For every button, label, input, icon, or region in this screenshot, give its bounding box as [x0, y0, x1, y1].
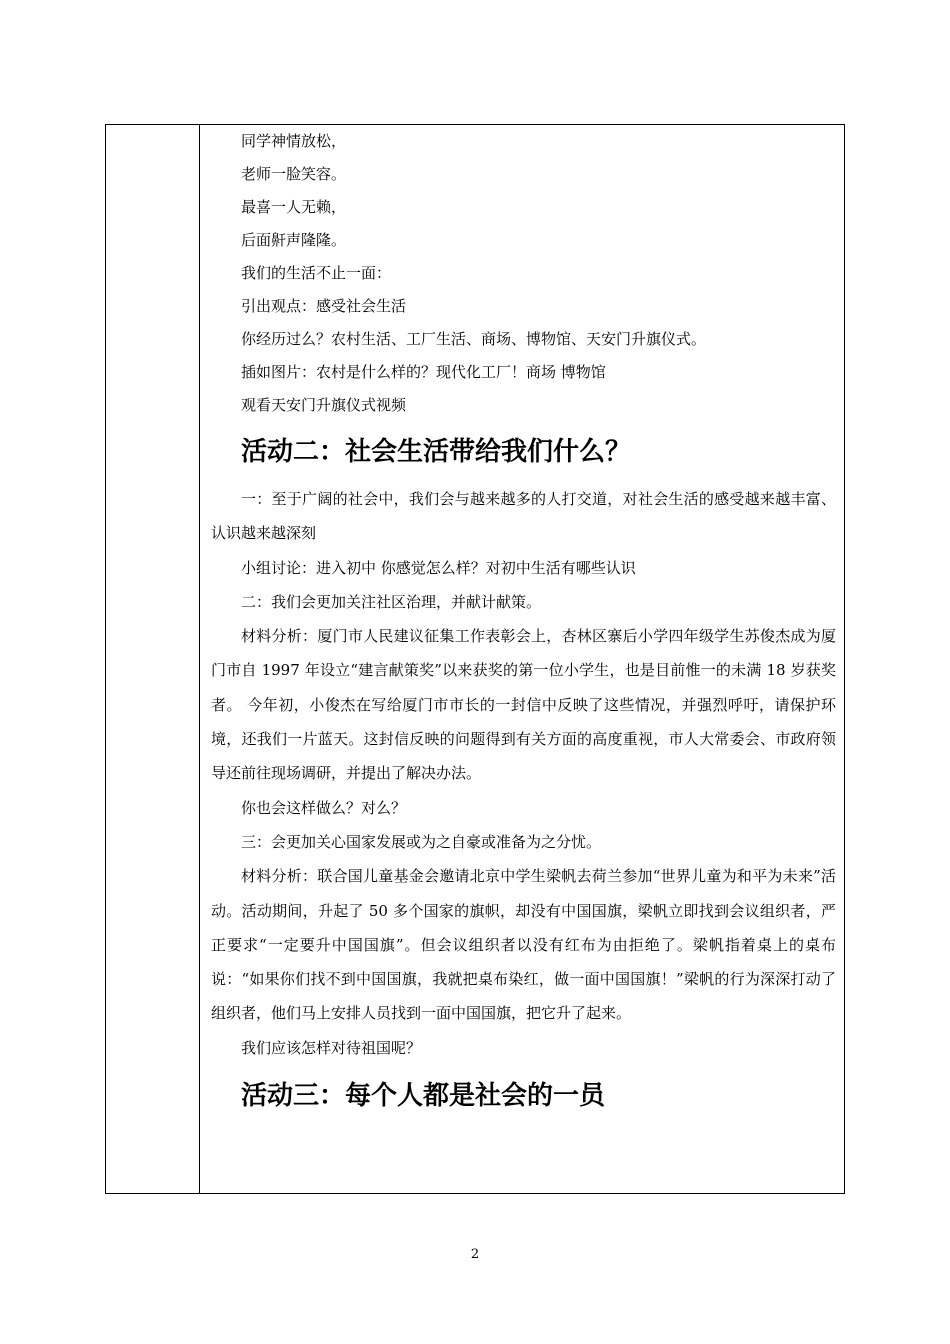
table-content-cell	[211, 125, 836, 1127]
text-line: 插如图片：农村是什么样的？现代化工厂！商场 博物馆	[241, 363, 606, 381]
point-3: 三：会更加关心国家发展或为之自豪或准备为之分忧。	[241, 832, 602, 851]
text-line: 后面鼾声隆隆。	[241, 231, 347, 249]
question-2: 我们应该怎样对待祖国呢？	[241, 1038, 422, 1057]
material-analysis-1: 材料分析：厦门市人民建议征集工作表彰会上，杏林区寨后小学四年级学生苏俊杰成为厦门市自 1997 年设立“建言献策奖”以来获奖的第一位小学生，也是目前惟一的未满 18 岁获奖者。 今年初，小俊杰在写给厦门市市长的一封信中反映了这些情况，并强烈呼吁，请保护环境，还我们一片蓝天。这封信反映的问题得到有关方面的高度重视，市人大常委会、市政府领导还前往现场调研，并提出了解决办法。	[211, 627, 836, 783]
text-line: 引出观点：感受社会生活	[241, 297, 407, 315]
text-line: 观看天安门升旗仪式视频	[241, 396, 407, 414]
lesson-table	[105, 124, 845, 1194]
point-1: 一：至于广阔的社会中，我们会与越来越多的人打交道，对社会生活的感受越来越丰富、认识越来越深刻	[211, 490, 836, 543]
text-line: 我们的生活不止一面：	[241, 264, 392, 282]
discussion-prompt: 小组讨论：进入初中 你感觉怎么样？对初中生活有哪些认识	[241, 558, 636, 577]
text-line: 最喜一人无赖，	[241, 198, 347, 216]
text-line: 你经历过么？农村生活、工厂生活、商场、博物馆、天安门升旗仪式。	[241, 330, 707, 348]
table-left-column	[106, 125, 200, 1193]
material-analysis-2: 材料分析：联合国儿童基金会邀请北京中学生梁帆去荷兰参加“世界儿童为和平为未来”活动。活动期间，升起了 50 多个国家的旗帜，却没有中国国旗，梁帆立即找到会议组织者，严正要求“一定要升中国国旗”。但会议组织者以没有红布为由拒绝了。梁帆指着桌上的桌布说：“如果你们找不到中国国旗，我就把桌布染红，做一面中国国旗！”梁帆的行为深深打动了组织者，他们马上安排人员找到一面中国国旗，把它升了起来。	[211, 867, 836, 1023]
page-number: 2	[470, 1247, 480, 1262]
activity-3-heading: 活动三：每个人都是社会的一员	[241, 1081, 606, 1112]
question-1: 你也会这样做么？对么？	[241, 798, 407, 817]
point-2: 二：我们会更加关注社区治理，并献计献策。	[241, 592, 542, 611]
activity-2-heading: 活动二：社会生活带给我们什么？	[241, 437, 632, 467]
text-line: 老师一脸笑容。	[241, 165, 347, 183]
text-line: 同学神情放松，	[241, 132, 347, 150]
